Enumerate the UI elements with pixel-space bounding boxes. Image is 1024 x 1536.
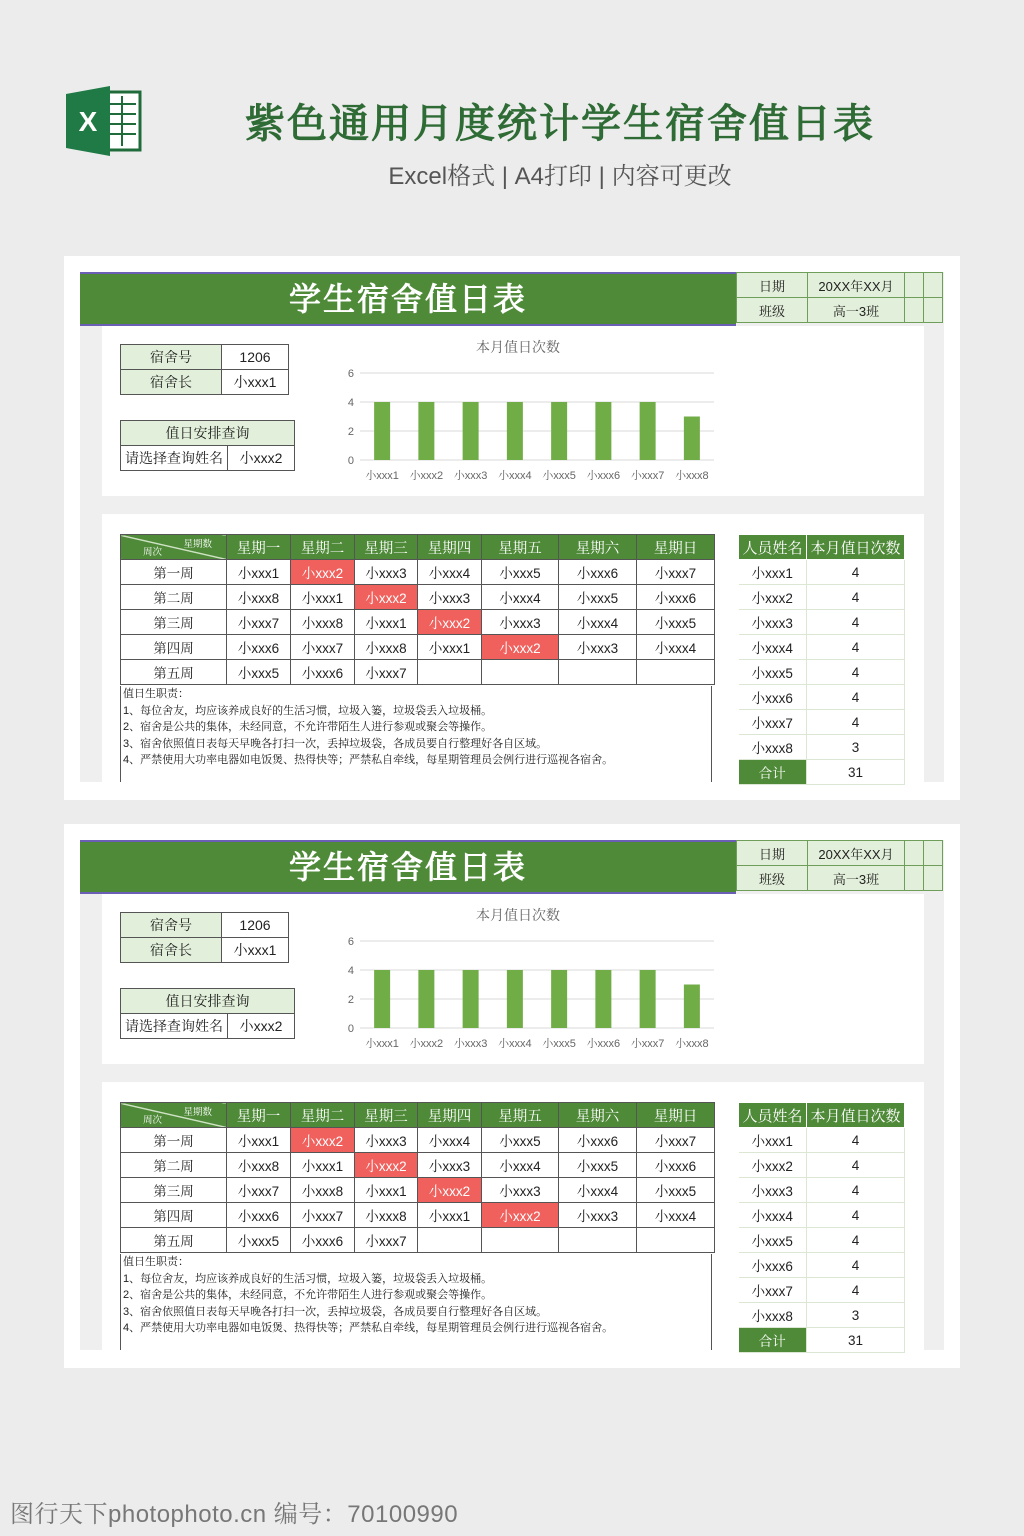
member-name: 小xxx2	[739, 1153, 807, 1178]
table-row	[121, 1228, 715, 1253]
duty-cell[interactable]: 小xxx3	[418, 1153, 482, 1178]
duty-count-chart	[334, 338, 720, 488]
duty-cell[interactable]: 小xxx8	[355, 635, 418, 660]
duty-cell[interactable]: 小xxx2	[355, 585, 418, 610]
duty-cell[interactable]	[559, 1228, 637, 1253]
room-label: 宿舍号	[121, 913, 222, 938]
member-count: 4	[807, 635, 905, 660]
week-label: 第四周	[121, 1203, 227, 1228]
table-row	[739, 710, 905, 735]
info-table	[736, 840, 943, 891]
y-tick-label: 6	[347, 368, 354, 380]
x-tick-label: 小xxx2	[409, 1038, 444, 1050]
duty-cell[interactable]: 小xxx1	[227, 560, 291, 585]
week-label: 第四周	[121, 635, 227, 660]
day-header: 星期二	[291, 1103, 355, 1128]
query-prompt: 请选择查询姓名	[121, 1014, 228, 1039]
empty-cell	[924, 298, 943, 323]
table-row	[739, 1253, 905, 1278]
class-value[interactable]: 高一3班	[808, 866, 905, 891]
duty-cell[interactable]: 小xxx7	[355, 660, 418, 685]
duty-cell[interactable]: 小xxx6	[559, 1128, 637, 1153]
day-header: 星期二	[291, 535, 355, 560]
note-line: 4、严禁使用大功率电器如电饭煲、热得快等；严禁私自牵线，每星期管理员会例行进行巡视各宿舍。	[123, 754, 614, 766]
duty-cell[interactable]: 小xxx8	[291, 610, 355, 635]
duty-cell[interactable]: 小xxx1	[355, 1178, 418, 1203]
duty-cell[interactable]: 小xxx4	[418, 560, 482, 585]
member-count: 4	[807, 1178, 905, 1203]
member-count: 3	[807, 1303, 905, 1328]
y-tick-label: 4	[347, 965, 354, 977]
member-name: 小xxx8	[739, 1303, 807, 1328]
member-name: 小xxx1	[739, 1128, 807, 1153]
member-count: 4	[807, 1203, 905, 1228]
chart-bar	[374, 970, 390, 1028]
table-row	[739, 1153, 905, 1178]
day-header: 星期一	[227, 535, 291, 560]
week-label: 第五周	[121, 1228, 227, 1253]
duty-cell[interactable]: 小xxx3	[559, 635, 637, 660]
total-label: 合计	[739, 760, 807, 785]
duty-cell[interactable]: 小xxx2	[418, 610, 482, 635]
leader-label: 宿舍长	[121, 938, 222, 963]
member-name: 小xxx1	[739, 560, 807, 585]
table-row	[739, 1178, 905, 1203]
duty-cell[interactable]: 小xxx2	[291, 1128, 355, 1153]
leader-value[interactable]: 小xxx1	[222, 370, 289, 395]
dorm-info-table	[120, 344, 289, 395]
duty-cell[interactable]: 小xxx7	[637, 560, 715, 585]
table-row	[121, 610, 715, 635]
query-table	[120, 420, 295, 471]
duty-cell[interactable]: 小xxx8	[227, 585, 291, 610]
member-count: 4	[807, 585, 905, 610]
duty-cell[interactable]: 小xxx2	[355, 1153, 418, 1178]
leader-value[interactable]: 小xxx1	[222, 938, 289, 963]
x-tick-label: 小xxx7	[630, 470, 665, 482]
member-count: 3	[807, 735, 905, 760]
member-name: 小xxx4	[739, 1203, 807, 1228]
date-value[interactable]: 20XX年XX月	[808, 841, 905, 866]
note-line: 1、每位舍友，均应该养成良好的生活习惯，垃圾入篓，垃圾袋丢入垃圾桶。	[123, 704, 493, 717]
table-row	[121, 1178, 715, 1203]
x-tick-label: 小xxx5	[542, 470, 576, 482]
duty-cell[interactable]: 小xxx3	[355, 560, 418, 585]
chart-bar	[595, 402, 611, 460]
class-value[interactable]: 高一3班	[808, 298, 905, 323]
duty-cell[interactable]: 小xxx7	[355, 1228, 418, 1253]
member-name: 小xxx4	[739, 635, 807, 660]
x-tick-label: 小xxx6	[586, 1038, 621, 1050]
count-header-count: 本月值日次数	[807, 535, 905, 560]
sheet-title-banner: 学生宿舍值日表	[80, 840, 736, 892]
duty-cell[interactable]: 小xxx1	[291, 585, 355, 610]
excel-icon-letter: X	[78, 106, 98, 137]
duty-cell[interactable]: 小xxx5	[227, 1228, 291, 1253]
duty-cell[interactable]	[482, 660, 559, 685]
corner-top-label: 星期数	[183, 539, 212, 550]
empty-cell	[924, 273, 943, 298]
duty-cell[interactable]: 小xxx4	[637, 635, 715, 660]
chart-bar	[684, 985, 700, 1029]
duty-cell[interactable]: 小xxx5	[559, 585, 637, 610]
table-row	[121, 585, 715, 610]
duty-cell[interactable]: 小xxx6	[637, 1153, 715, 1178]
info-table	[736, 272, 943, 323]
watermark: 图行天下photophoto.cn 编号：70100990	[10, 1501, 459, 1528]
member-name: 小xxx7	[739, 710, 807, 735]
duty-cell[interactable]	[637, 660, 715, 685]
member-name: 小xxx8	[739, 735, 807, 760]
query-prompt: 请选择查询姓名	[121, 446, 228, 471]
week-label: 第一周	[121, 1128, 227, 1153]
x-tick-label: 小xxx4	[498, 470, 532, 482]
chart-bar	[640, 970, 656, 1028]
week-label: 第五周	[121, 660, 227, 685]
duty-cell[interactable]: 小xxx3	[482, 610, 559, 635]
y-tick-label: 2	[347, 426, 354, 438]
duty-cell[interactable]: 小xxx3	[482, 1178, 559, 1203]
x-tick-label: 小xxx2	[409, 470, 444, 482]
member-name: 小xxx5	[739, 660, 807, 685]
duty-cell[interactable]: 小xxx6	[227, 635, 291, 660]
table-row	[121, 560, 715, 585]
empty-cell	[905, 273, 924, 298]
duty-cell[interactable]	[559, 660, 637, 685]
x-tick-label: 小xxx5	[542, 1038, 576, 1050]
duty-cell[interactable]: 小xxx4	[418, 1128, 482, 1153]
note-line: 2、宿舍是公共的集体，未经同意，不允许带陌生人进行参观或聚会等操作。	[123, 1289, 493, 1301]
empty-cell	[905, 866, 924, 891]
day-header: 星期五	[482, 1103, 559, 1128]
duty-cell[interactable]: 小xxx2	[291, 560, 355, 585]
chart-bar	[551, 402, 567, 460]
member-name: 小xxx6	[739, 685, 807, 710]
table-row	[739, 685, 905, 710]
duty-cell[interactable]: 小xxx1	[418, 635, 482, 660]
duty-cell[interactable]: 小xxx7	[637, 1128, 715, 1153]
duty-cell[interactable]: 小xxx6	[227, 1203, 291, 1228]
y-tick-label: 4	[347, 397, 354, 409]
duty-cell[interactable]: 小xxx4	[482, 1153, 559, 1178]
day-header: 星期六	[559, 535, 637, 560]
empty-cell	[905, 841, 924, 866]
table-row	[121, 1203, 715, 1228]
class-label: 班级	[737, 866, 808, 891]
duty-cell[interactable]: 小xxx7	[227, 610, 291, 635]
day-header: 星期日	[637, 1103, 715, 1128]
member-name: 小xxx5	[739, 1228, 807, 1253]
corner-bottom-label: 周次	[143, 1115, 163, 1126]
corner-header	[121, 1103, 227, 1128]
table-row	[739, 735, 905, 760]
count-header-name: 人员姓名	[739, 535, 807, 560]
excel-icon	[66, 86, 142, 156]
chart-bar	[463, 970, 479, 1028]
member-name: 小xxx7	[739, 1278, 807, 1303]
query-title: 值日安排查询	[121, 421, 295, 446]
class-label: 班级	[737, 298, 808, 323]
count-header-count: 本月值日次数	[807, 1103, 905, 1128]
empty-cell	[905, 298, 924, 323]
duty-notes	[120, 686, 712, 782]
query-name-select[interactable]: 小xxx2	[228, 1014, 295, 1039]
duty-cell[interactable]: 小xxx1	[291, 1153, 355, 1178]
corner-bottom-label: 周次	[143, 547, 163, 558]
page-title: 紫色通用月度统计学生宿舍值日表	[245, 102, 875, 146]
empty-cell	[924, 841, 943, 866]
member-name: 小xxx3	[739, 1178, 807, 1203]
corner-header	[121, 535, 227, 560]
table-row	[739, 585, 905, 610]
dorm-info-table	[120, 912, 289, 963]
chart-bar	[374, 402, 390, 460]
member-name: 小xxx2	[739, 585, 807, 610]
table-row	[739, 1278, 905, 1303]
day-header: 星期三	[355, 1103, 418, 1128]
chart-bar	[418, 970, 434, 1028]
duty-cell[interactable]: 小xxx4	[637, 1203, 715, 1228]
query-table	[120, 988, 295, 1039]
duty-cell[interactable]: 小xxx1	[418, 1203, 482, 1228]
duty-cell[interactable]: 小xxx1	[227, 1128, 291, 1153]
total-row	[739, 1328, 905, 1353]
day-header: 星期一	[227, 1103, 291, 1128]
member-count: 4	[807, 660, 905, 685]
duty-cell[interactable]: 小xxx2	[418, 1178, 482, 1203]
note-line: 4、严禁使用大功率电器如电饭煲、热得快等；严禁私自牵线，每星期管理员会例行进行巡视各宿舍。	[123, 1322, 614, 1334]
duty-cell[interactable]: 小xxx4	[559, 1178, 637, 1203]
duty-schedule-table	[120, 534, 715, 685]
duty-cell[interactable]: 小xxx5	[637, 610, 715, 635]
duty-cell[interactable]	[637, 1228, 715, 1253]
duty-cell[interactable]: 小xxx8	[227, 1153, 291, 1178]
duty-cell[interactable]: 小xxx6	[559, 560, 637, 585]
member-count: 4	[807, 685, 905, 710]
week-label: 第三周	[121, 610, 227, 635]
room-value[interactable]: 1206	[222, 913, 289, 938]
duty-schedule-table	[120, 1102, 715, 1253]
table-row	[121, 1153, 715, 1178]
table-row	[121, 635, 715, 660]
member-count: 4	[807, 710, 905, 735]
duty-cell[interactable]: 小xxx2	[482, 1203, 559, 1228]
duty-cell[interactable]: 小xxx2	[482, 635, 559, 660]
duty-cell[interactable]: 小xxx7	[291, 635, 355, 660]
query-title: 值日安排查询	[121, 989, 295, 1014]
sheet-title-banner: 学生宿舍值日表	[80, 272, 736, 324]
member-count: 4	[807, 1228, 905, 1253]
week-label: 第二周	[121, 585, 227, 610]
week-label: 第三周	[121, 1178, 227, 1203]
y-tick-label: 0	[347, 1023, 354, 1035]
duty-cell[interactable]: 小xxx3	[559, 1203, 637, 1228]
duty-count-table	[738, 1102, 905, 1353]
y-tick-label: 6	[347, 936, 354, 948]
duty-cell[interactable]: 小xxx5	[482, 560, 559, 585]
duty-cell[interactable]: 小xxx3	[355, 1128, 418, 1153]
y-tick-label: 0	[347, 455, 354, 467]
duty-cell[interactable]: 小xxx6	[637, 585, 715, 610]
chart-bar	[507, 970, 523, 1028]
table-row	[739, 1228, 905, 1253]
member-count: 4	[807, 610, 905, 635]
chart-title: 本月值日次数	[476, 339, 560, 355]
query-name-select[interactable]: 小xxx2	[228, 446, 295, 471]
duty-cell[interactable]: 小xxx4	[482, 585, 559, 610]
x-tick-label: 小xxx6	[586, 470, 621, 482]
table-row	[121, 660, 715, 685]
table-row	[739, 660, 905, 685]
x-tick-label: 小xxx1	[365, 470, 399, 482]
duty-cell[interactable]: 小xxx5	[227, 660, 291, 685]
member-count: 4	[807, 1128, 905, 1153]
duty-cell[interactable]: 小xxx4	[559, 610, 637, 635]
chart-bar	[463, 402, 479, 460]
empty-cell	[924, 866, 943, 891]
room-value[interactable]: 1206	[222, 345, 289, 370]
duty-cell[interactable]: 小xxx5	[559, 1153, 637, 1178]
table-row	[739, 1128, 905, 1153]
member-count: 4	[807, 1153, 905, 1178]
table-row	[739, 560, 905, 585]
duty-notes	[120, 1254, 712, 1350]
duty-cell[interactable]: 小xxx5	[637, 1178, 715, 1203]
note-line: 1、每位舍友，均应该养成良好的生活习惯，垃圾入篓，垃圾袋丢入垃圾桶。	[123, 1272, 493, 1285]
total-value: 31	[807, 760, 905, 785]
member-name: 小xxx3	[739, 610, 807, 635]
duty-cell[interactable]	[482, 1228, 559, 1253]
duty-cell[interactable]: 小xxx8	[355, 1203, 418, 1228]
duty-cell[interactable]: 小xxx7	[291, 1203, 355, 1228]
duty-cell[interactable]	[418, 660, 482, 685]
member-name: 小xxx6	[739, 1253, 807, 1278]
member-count: 4	[807, 1253, 905, 1278]
chart-title: 本月值日次数	[476, 907, 560, 923]
x-tick-label: 小xxx8	[675, 1038, 709, 1050]
date-label: 日期	[737, 841, 808, 866]
duty-cell[interactable]: 小xxx7	[227, 1178, 291, 1203]
note-line: 3、宿舍依照值日表每天早晚各打扫一次，丢掉垃圾袋，各成员要自行整理好各自区域。	[123, 1305, 548, 1318]
week-label: 第二周	[121, 1153, 227, 1178]
day-header: 星期四	[418, 1103, 482, 1128]
room-label: 宿舍号	[121, 345, 222, 370]
table-row	[121, 1128, 715, 1153]
table-row	[739, 1203, 905, 1228]
note-line: 值日生职责：	[123, 688, 189, 700]
chart-bar	[684, 417, 700, 461]
x-tick-label: 小xxx1	[365, 1038, 399, 1050]
duty-cell[interactable]: 小xxx5	[482, 1128, 559, 1153]
duty-cell[interactable]	[418, 1228, 482, 1253]
table-row	[739, 1303, 905, 1328]
note-line: 3、宿舍依照值日表每天早晚各打扫一次，丢掉垃圾袋，各成员要自行整理好各自区域。	[123, 737, 548, 750]
duty-cell[interactable]: 小xxx6	[291, 1228, 355, 1253]
corner-top-label: 星期数	[183, 1107, 212, 1118]
y-tick-label: 2	[347, 994, 354, 1006]
duty-count-table	[738, 534, 905, 785]
day-header: 星期四	[418, 535, 482, 560]
duty-cell[interactable]: 小xxx6	[291, 660, 355, 685]
chart-bar	[640, 402, 656, 460]
leader-label: 宿舍长	[121, 370, 222, 395]
total-label: 合计	[739, 1328, 807, 1353]
duty-count-chart	[334, 906, 720, 1056]
note-line: 值日生职责：	[123, 1256, 189, 1268]
total-row	[739, 760, 905, 785]
chart-bar	[595, 970, 611, 1028]
sheet-preview	[64, 256, 960, 800]
duty-cell[interactable]: 小xxx8	[291, 1178, 355, 1203]
chart-bar	[507, 402, 523, 460]
day-header: 星期六	[559, 1103, 637, 1128]
total-value: 31	[807, 1328, 905, 1353]
table-row	[739, 610, 905, 635]
sheet-preview	[64, 824, 960, 1368]
day-header: 星期三	[355, 535, 418, 560]
x-tick-label: 小xxx4	[498, 1038, 532, 1050]
chart-bar	[551, 970, 567, 1028]
date-value[interactable]: 20XX年XX月	[808, 273, 905, 298]
day-header: 星期日	[637, 535, 715, 560]
x-tick-label: 小xxx3	[453, 1038, 488, 1050]
member-count: 4	[807, 1278, 905, 1303]
duty-cell[interactable]: 小xxx1	[355, 610, 418, 635]
x-tick-label: 小xxx3	[453, 470, 488, 482]
chart-bar	[418, 402, 434, 460]
date-label: 日期	[737, 273, 808, 298]
week-label: 第一周	[121, 560, 227, 585]
day-header: 星期五	[482, 535, 559, 560]
page-subtitle: Excel格式 | A4打印 | 内容可更改	[388, 163, 732, 190]
x-tick-label: 小xxx7	[630, 1038, 665, 1050]
table-row	[739, 635, 905, 660]
member-count: 4	[807, 560, 905, 585]
note-line: 2、宿舍是公共的集体，未经同意，不允许带陌生人进行参观或聚会等操作。	[123, 721, 493, 733]
duty-cell[interactable]: 小xxx3	[418, 585, 482, 610]
x-tick-label: 小xxx8	[675, 470, 709, 482]
count-header-name: 人员姓名	[739, 1103, 807, 1128]
